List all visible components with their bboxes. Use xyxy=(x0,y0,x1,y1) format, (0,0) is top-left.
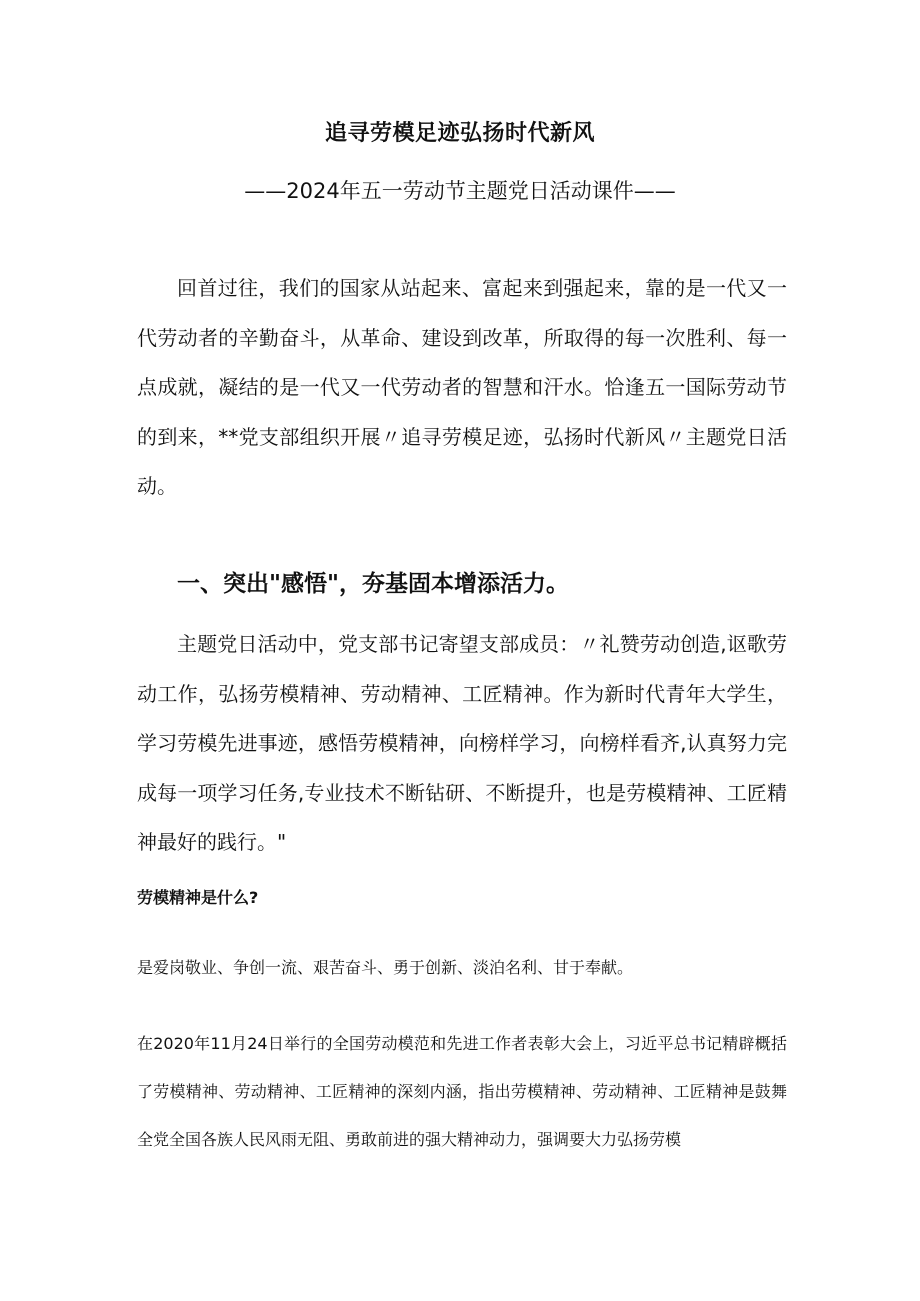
question-heading: 劳模精神是什么? xyxy=(137,888,259,907)
closing-paragraph: 在2020年11月24日举行的全国劳动模范和先进工作者表彰大会上，习近平总书记精辟概括了劳模精神、劳动精神、工匠精神的深刻内涵，指出劳模精神、劳动精神、工匠精神是鼓舞全党全国各族人民风雨无阻、勇敢前进的强大精神动力，强调要大力弘扬劳模 xyxy=(137,1034,787,1149)
section-1-paragraph: 主题党日活动中，党支部书记寄望支部成员：〃礼赞劳动创造,讴歌劳动工作，弘扬劳模精神、劳动精神、工匠精神。作为新时代青年大学生，学习劳模先进事迹，感悟劳模精神，向榜样学习，向榜样看齐,认真努力完成每一项学习任务,专业技术不断钻研、不断提升，也是劳模精神、工匠精神最好的践行。" xyxy=(137,632,787,854)
section-1-heading: 一、突出"感悟"，夯基固本增添活力。 xyxy=(177,571,569,597)
document-subtitle: ——2024年五一劳动节主题党日活动课件—— xyxy=(244,179,676,203)
answer-text: 是爱岗敬业、争创一流、艰苦奋斗、勇于创新、淡泊名利、甘于奉献。 xyxy=(137,958,634,977)
intro-paragraph: 回首过往，我们的国家从站起来、富起来到强起来，靠的是一代又一代劳动者的辛勤奋斗，从革命、建设到改革，所取得的每一次胜利、每一点成就，凝结的是一代又一代劳动者的智慧和汗水。恰逢五一国际劳动节的到来，**党支部组织开展〃追寻劳模足迹，弘扬时代新风〃主题党日活动。 xyxy=(137,276,787,498)
document-title: 追寻劳模足迹弘扬时代新风 xyxy=(324,121,595,146)
